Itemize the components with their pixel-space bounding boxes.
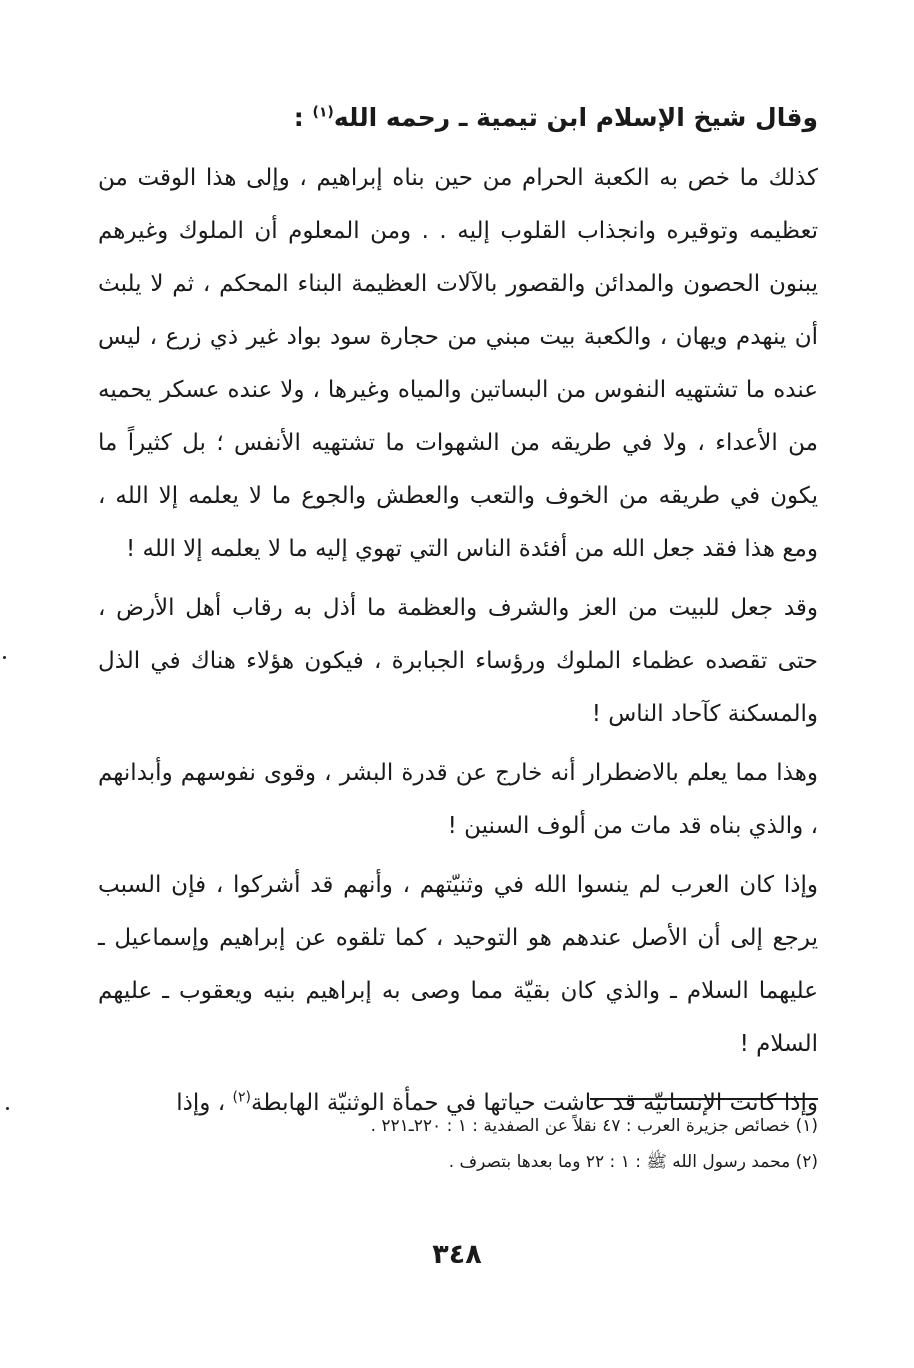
footnotes xyxy=(98,1108,818,1180)
footnote-ref-2: (٢) xyxy=(232,1089,251,1106)
footnote-ref-1: (١) xyxy=(312,104,334,121)
paragraph-text: وإذا كانت الإنسانيّة قد عاشت حياتها في حمأة الوثنيّة الهابطة xyxy=(250,1090,818,1116)
section-heading xyxy=(98,96,818,140)
paragraph: وهذا مما يعلم بالاضطرار أنه خارج عن قدرة البشر ، وقوى نفوسهم وأبدانهم ، والذي بناه قد مات من ألوف السنين ! xyxy=(98,760,818,839)
paragraph: وإذا كان العرب لم ينسوا الله في وثنيّتهم ، وأنهم قد أشركوا ، فإن السبب يرجع إلى أن الأصل عندهم هو التوحيد ، كما تلقوه عن إبراهيم وإسماعيل ـ عليهما السلام ـ والذي كان بقيّة مما وصى به إبراهيم بنيه ويعقوب ـ عليهم السلام ! xyxy=(98,872,818,1057)
scan-speck xyxy=(3,656,6,659)
footnote-divider xyxy=(590,1098,818,1100)
footnote-2: (٢) محمد رسول الله ﷺ : ١ : ٢٢ وما بعدها بتصرف . xyxy=(448,1152,818,1172)
paragraph: كذلك ما خص به الكعبة الحرام من حين بناه إبراهيم ، وإلى هذا الوقت من تعظيمه وتوقيره وانجذاب القلوب إليه . . ومن المعلوم أن الملوك وغيرهم يبنون الحصون والمدائن والقصور بالآلات العظيمة البناء المحكم ، ثم لا يلبث أن ينهدم ويهان ، والكعبة بيت مبني من حجارة سود بواد غير ذي زرع ، ليس عنده ما تشتهيه النفوس من البساتين والمياه وغيرها ، ولا عنده عسكر يحميه من الأعداء ، ولا في طريقه من الشهوات ما تشتهيه الأنفس ؛ بل كثيراً ما يكون في طريقه من الخوف والتعب والعطش والجوع ما لا يعلمه إلا الله ، ومع هذا فقد جعل الله من أفئدة الناس التي تهوي إليه ما لا يعلمه إلا الله ! xyxy=(98,165,818,562)
scan-speck xyxy=(6,1107,9,1110)
body-text xyxy=(98,152,818,1136)
paragraph-continuation: ، وإذا xyxy=(176,1090,233,1116)
footnote-1: (١) خصائص جزيرة العرب : ٤٧ نقلاً عن الصفدية : ١ : ٢٢٠ـ٢٢١ . xyxy=(370,1116,818,1136)
heading-text: وقال شيخ الإسلام ابن تيمية ـ رحمه الله xyxy=(333,103,818,132)
page-number: ٣٤٨ xyxy=(432,1239,482,1270)
paragraph: وقد جعل للبيت من العز والشرف والعظمة ما أذل به رقاب أهل الأرض ، حتى تقصده عظماء الملوك ورؤساء الجبابرة ، فيكون هؤلاء هناك في الذل والمسكنة كآحاد الناس ! xyxy=(98,595,818,727)
heading-trailer: : xyxy=(293,103,313,132)
